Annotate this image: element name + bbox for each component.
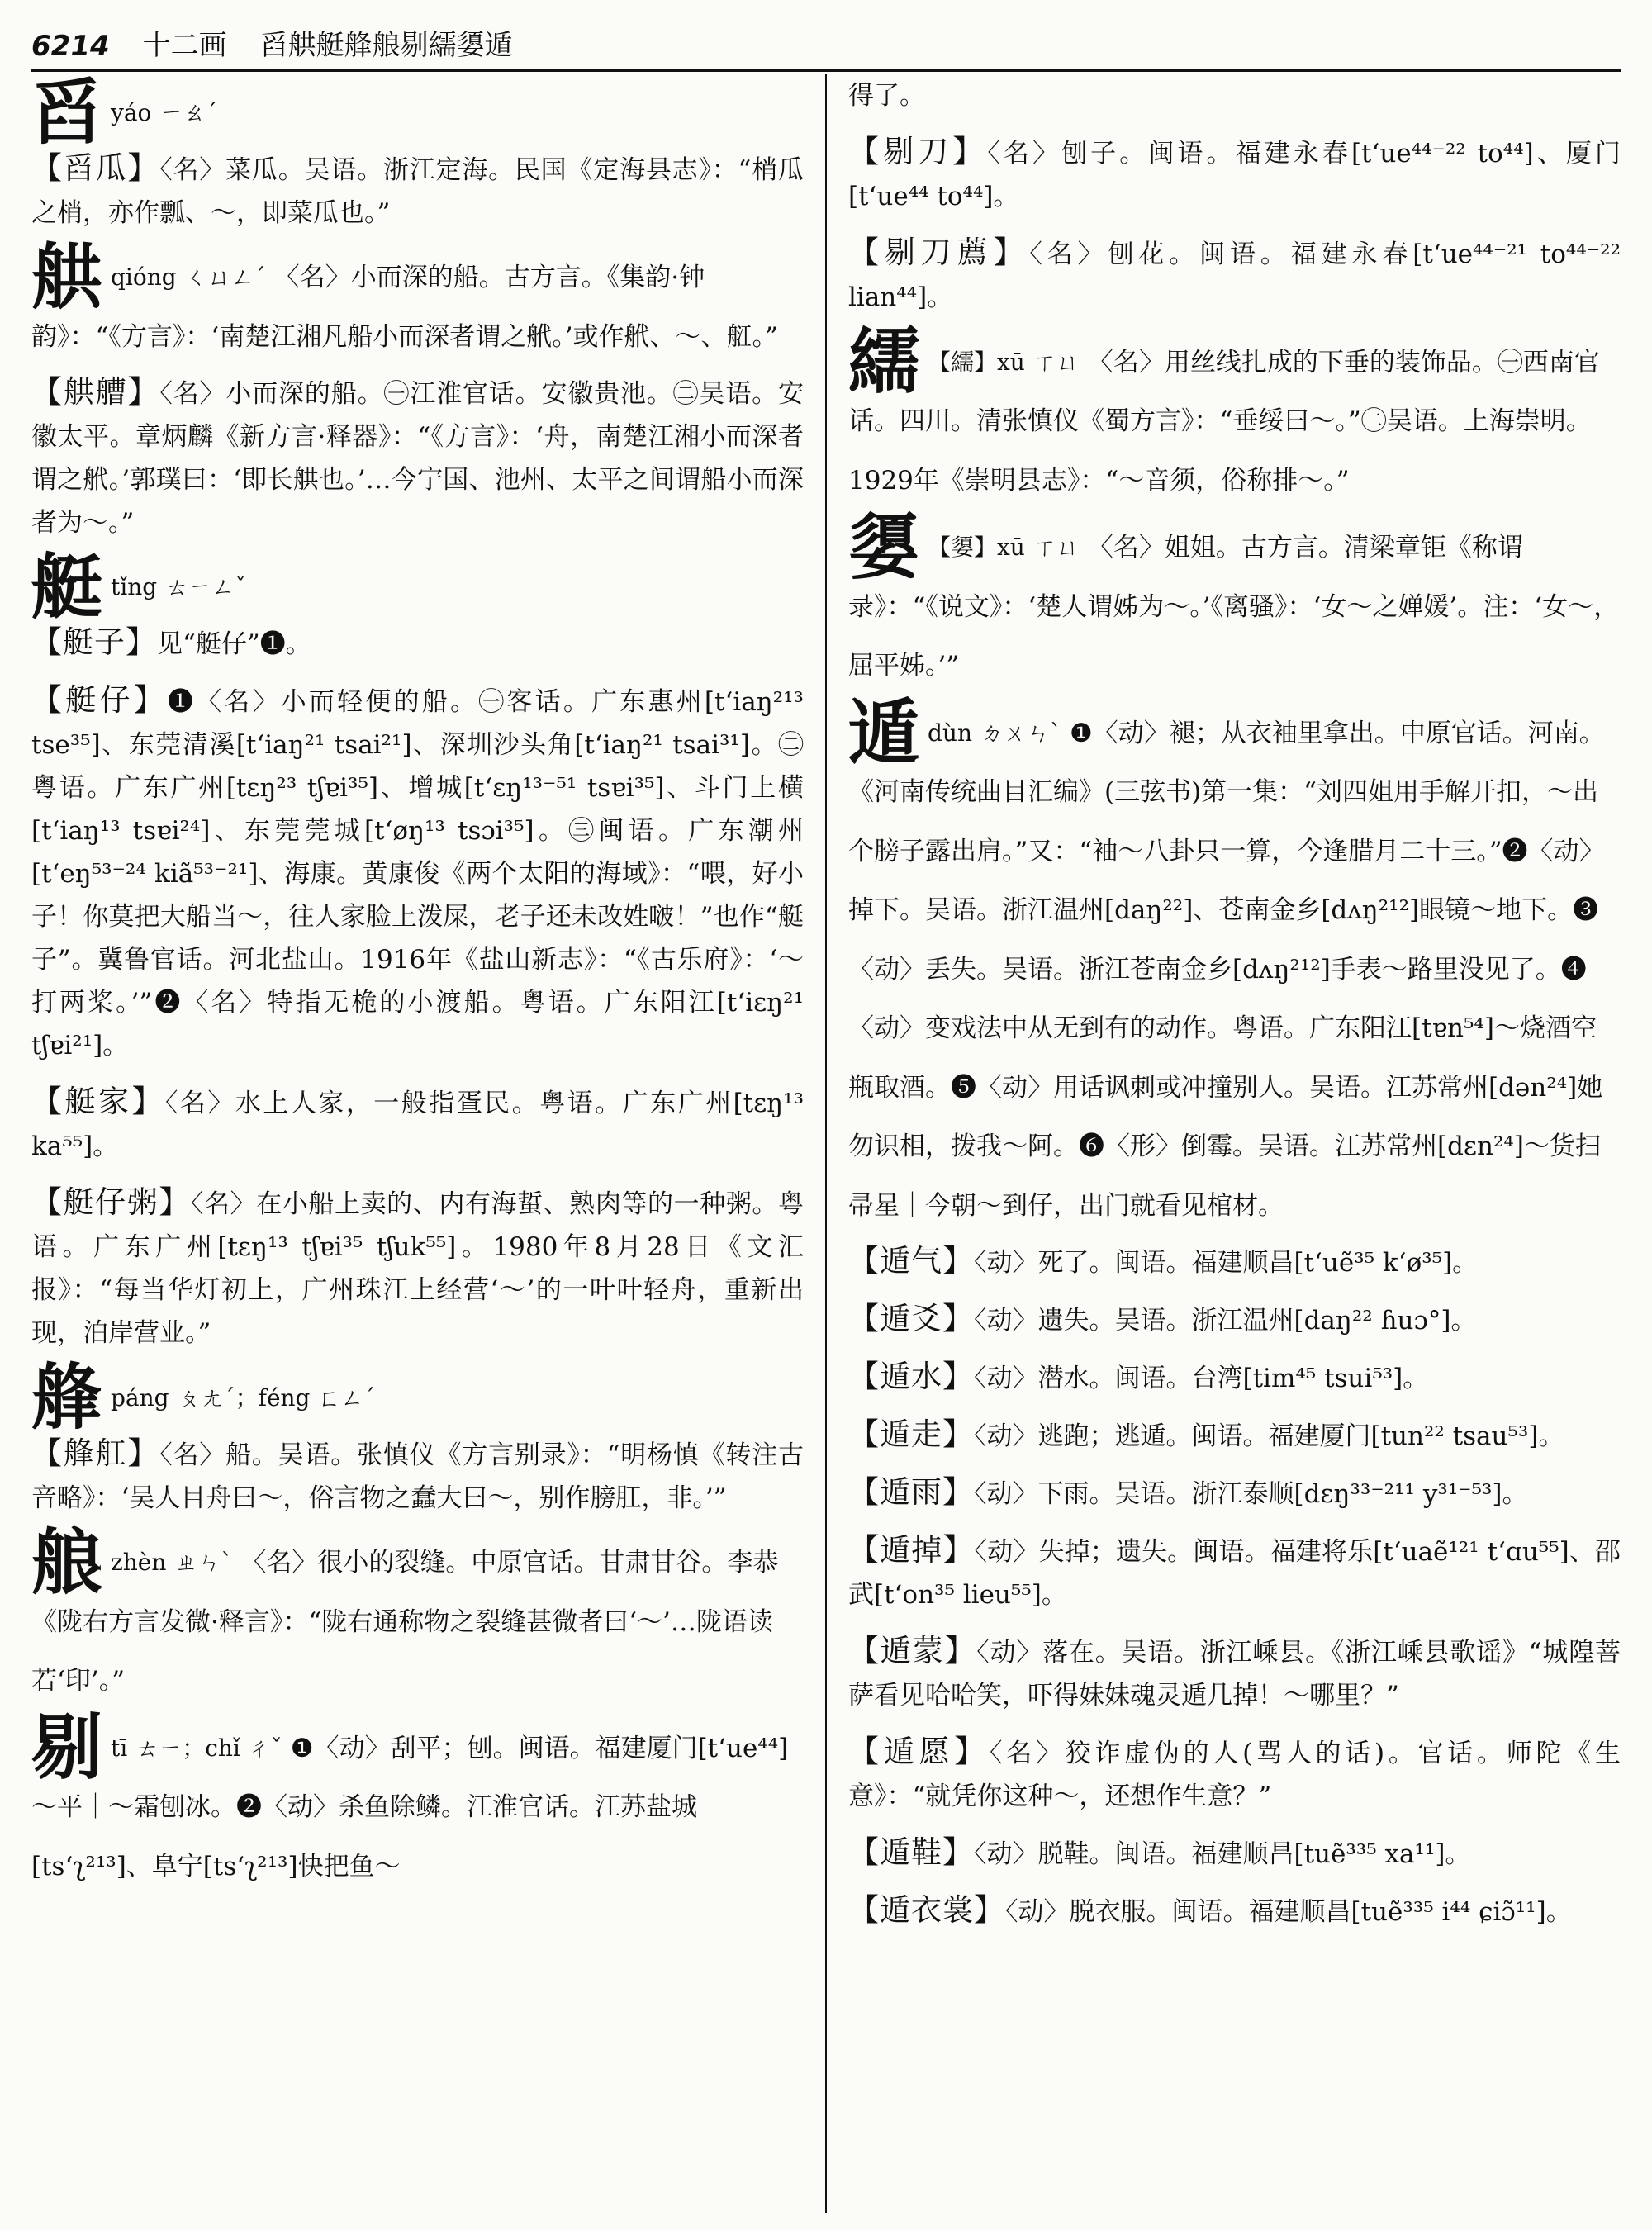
headword-char: 剔 [31, 1706, 102, 1790]
entry-text: 〈动〉脱鞋。闽语。福建顺昌[tuẽ³³⁵ xa¹¹]。 [974, 1839, 1471, 1869]
headword-bopomofo: ㄓㄣˋ [174, 1549, 233, 1576]
entry-text: 〈名〉水上人家，一般指疍民。粤语。广东广州[tɛŋ¹³ ka⁵⁵]。 [31, 1089, 804, 1161]
dictionary-entry [31, 147, 804, 235]
header-chars: 舀舼艇艂艆剔繻嬃遁 [259, 29, 513, 62]
dictionary-entry [848, 1413, 1621, 1458]
entry-term: 【艇家】 [31, 1084, 165, 1119]
dictionary-entry [848, 1630, 1621, 1717]
entry-term: 【遁愿】 [848, 1733, 990, 1769]
entry-term: 【遁水】 [848, 1358, 974, 1394]
headword-bopomofo: ㄉㄨㄣˋ [980, 719, 1062, 747]
entry-text: 〈动〉落在。吴语。浙江嵊县。《浙江嵊县歌谣》“城隍菩萨看见哈哈笑，吓得妹妹魂灵遁几掉！～哪里？” [848, 1637, 1621, 1710]
headword-definition: 〈名〉很小的裂缝。中原官话。甘肃甘谷。李恭《陇右方言发微·释言》：“陇右通称物之裂缝甚微者曰‘～’…陇语读若‘印’。” [31, 1548, 779, 1696]
entry-text: 〈名〉刨花。闽语。福建永春[t‘ue⁴⁴⁻²¹ to⁴⁴⁻²² lian⁴⁴]。 [848, 240, 1621, 312]
page-header [31, 17, 1621, 72]
entry-term: 【舀瓜】 [31, 149, 160, 186]
headword-block [848, 320, 1621, 510]
dictionary-entry [848, 1240, 1621, 1284]
headword-romanization: zhèn [111, 1549, 167, 1576]
headword-bopomofo: ㄆㄤˊ；féng ㄈㄥˊ [177, 1383, 376, 1412]
headword-char: 艇 [31, 545, 102, 629]
headword-char: 繻 [848, 320, 919, 404]
headword-romanization: 【繻】xū [928, 348, 1025, 376]
headword-bopomofo: ㄊㄧ；chǐ ㄔˇ [135, 1734, 282, 1762]
entry-text: 〈动〉失掉；遗失。闽语。福建将乐[t‘uaẽ¹²¹ t‘ɑu⁵⁵]、邵武[t‘on³⁵ lieu⁵⁵]。 [848, 1536, 1621, 1610]
columns [31, 74, 1621, 2213]
entry-text: 〈动〉逃跑；逃遁。闽语。福建厦门[tun²² tsau⁵³]。 [974, 1421, 1564, 1451]
headword-block [848, 505, 1621, 695]
headword-char: 舼 [31, 235, 102, 319]
entry-term: 【艇仔粥】 [31, 1184, 191, 1220]
dictionary-entry [31, 621, 804, 666]
headword-block [31, 235, 804, 366]
entry-text: 〈名〉小而深的船。㊀江淮官话。安徽贵池。㊁吴语。安徽太平。章炳麟《新方言·释器》：“《方言》：‘舟，南楚江湘小而深者谓之𦨮。’郭璞曰：‘即长舼也。’…今宁国、池州、太平之间谓船小而深者为～。” [31, 378, 804, 538]
entry-text: 〈动〉遗失。吴语。浙江温州[daŋ²² ɦuɔ°]。 [974, 1305, 1477, 1336]
entry-term: 【剔刀】 [848, 134, 988, 169]
entry-text: 〈动〉下雨。吴语。浙江泰顺[dɛŋ³³⁻²¹¹ y³¹⁻⁵³]。 [974, 1478, 1528, 1509]
entry-term: 【遁蒙】 [848, 1632, 977, 1668]
page-number: 6214 [31, 30, 110, 63]
entry-text: 见“艇仔”❶。 [157, 629, 311, 659]
entry-term: 【艂舡】 [31, 1435, 160, 1471]
headword-bopomofo: ㄧㄠˊ [159, 98, 218, 126]
dictionary-entry [31, 1432, 804, 1520]
dictionary-entry [848, 1831, 1621, 1876]
entry-term: 【遁鞋】 [848, 1834, 974, 1870]
entry-text: 〈名〉在小船上卖的、内有海蜇、熟肉等的一种粥。粤语。广东广州[tɛŋ¹³ tʃɐi³⁵ tʃuk⁵⁵]。1980年8月28日《文汇报》：“每当华灯初上，广州珠江上经营‘～’的一叶叶轻舟，重新出现，泊岸营业。” [31, 1189, 805, 1348]
headword-block [848, 690, 1621, 1235]
dictionary-entry [848, 130, 1621, 218]
entry-term: 【遁雨】 [848, 1473, 974, 1510]
headword-char: 艂 [31, 1355, 102, 1440]
dictionary-entry [31, 1080, 804, 1168]
entry-text: 〈名〉菜瓜。吴语。浙江定海。民国《定海县志》：“梢瓜之梢，亦作瓢、～，即菜瓜也。” [31, 154, 804, 228]
headword-bopomofo: ㄒㄩ [1032, 534, 1080, 561]
dictionary-entry [848, 231, 1621, 319]
headword-char: 艆 [31, 1521, 102, 1604]
entry-term: 【遁走】 [848, 1416, 974, 1452]
headword-romanization: páng [111, 1383, 169, 1412]
dictionary-entry [31, 371, 804, 544]
entry-term: 【舼艚】 [31, 373, 160, 410]
dictionary-entry [31, 1181, 804, 1355]
headword-romanization: 【嬃】xū [928, 534, 1025, 561]
headword-definition: 〈名〉姐姐。古方言。清梁章钜《称谓录》：“《说文》：‘楚人谓姊为～。’《离骚》：‘女～之婵媛’。注：‘女～，屈平姊。’” [848, 533, 1620, 681]
headword-block [31, 74, 804, 154]
entry-term: 【遁掉】 [848, 1531, 975, 1568]
headword-romanization: tǐng [111, 573, 158, 600]
entry-term: 【遁爻】 [848, 1300, 974, 1336]
headword-definition: ❶〈动〉刮平；刨。闽语。福建厦门[t‘ue⁴⁴]～平｜～霜刨冰。❷〈动〉杀鱼除鳞。江淮官话。江苏盐城[ts‘ʅ²¹³]、阜宁[ts‘ʅ²¹³]快把鱼～ [31, 1733, 789, 1881]
stroke-count: 十二画 [142, 29, 227, 62]
entry-term: 【遁气】 [848, 1242, 974, 1279]
headword-definition: ❶〈动〉褪；从衣袖里拿出。中原官话。河南。《河南传统曲目汇编》(三弦书)第一集：“刘四姐用手解开扣，～出个膀子露出肩。”又：“袖～八卦只一算，今逢腊月二十三。”❷〈动〉掉下。吴语。浙江温州[daŋ²²]、苍南金乡[dʌŋ²¹²]眼镜～地下。❸〈动〉丢失。吴语。浙江苍南金乡[dʌŋ²¹²]手表～路里没见了。❹〈动〉变戏法中从无到有的动作。粤语。广东阳江[tɐn⁵⁴]～烧酒空瓶取酒。❺〈动〉用话讽刺或冲撞别人。吴语。江苏常州[dən²⁴]她勿识相，拨我～阿。❻〈形〉倒霉。吴语。江苏常州[dɛn²⁴]～货扫帚星｜今朝～到仔，出门就看见棺材。 [848, 718, 1605, 1221]
headword-definition: 〈名〉小而深的船。古方言。《集韵·钟韵》：“《方言》：‘南楚江湘凡船小而深者谓之𦨮。’或作𦨮、～、䑭。” [31, 263, 778, 352]
headword-char: 舀 [31, 74, 102, 154]
continued-text: 得了。 [848, 81, 925, 111]
dictionary-entry [848, 1730, 1621, 1818]
entry-text: 〈动〉潜水。闽语。台湾[tim⁴⁵ tsui⁵³]。 [974, 1363, 1429, 1393]
headword-romanization: tī [111, 1734, 128, 1762]
entry-term: 【遁衣裳】 [848, 1891, 1005, 1928]
entry-text: 〈名〉船。吴语。张慎仪《方言别录》：“明杨慎《转注古音略》：‘吴人目舟曰～，俗言物之蠢大曰～，别作膀肛，非。’” [31, 1440, 804, 1513]
dictionary-entry [848, 1298, 1621, 1342]
headword-char: 嬃 [848, 505, 919, 589]
entry-text: ❶〈名〉小而轻便的船。㊀客话。广东惠州[t‘iaŋ²¹³ tse³⁵]、东莞清溪[t‘iaŋ²¹ tsai²¹]、深圳沙头角[t‘iaŋ²¹ tsai³¹]。㊁粤语。广东广州[tɛŋ²³ tʃɐi³⁵]、增城[t‘ɛŋ¹³⁻⁵¹ tsɐi³⁵]、斗门上横[t‘iaŋ¹³ tsɐi²⁴]、东莞莞城[t‘øŋ¹³ tsɔi³⁵]。㊂闽语。广东潮州[t‘eŋ⁵³⁻²⁴ kiã⁵³⁻²¹]、海康。黄康俊《两个太阳的海域》：“喂，好小子！你莫把大船当～，往人家脸上泼屎，老子还未改姓啵！”也作“艇子”。冀鲁官话。河北盐山。1916年《盐山新志》：“《古乐府》：‘～打两桨。’”❷〈名〉特指无桅的小渡船。粤语。广东阳江[t‘iɛŋ²¹ tʃɐi²¹]。 [31, 687, 804, 1060]
entry-text: 〈动〉死了。闽语。福建顺昌[t‘uẽ³⁵ k‘ø³⁵]。 [974, 1247, 1479, 1278]
headword-bopomofo: ㄊㄧㄥˇ [165, 573, 247, 600]
entry-text: 〈动〉脱衣服。闽语。福建顺昌[tuẽ³³⁵ i⁴⁴ ɕiɔ̃¹¹]。 [1005, 1896, 1572, 1927]
right-column [825, 74, 1621, 2213]
entry-term: 【艇子】 [31, 624, 157, 660]
dictionary-entry [848, 1889, 1621, 1933]
headword-romanization: qióng [111, 263, 177, 291]
headword-bopomofo: ㄑㄩㄥˊ [184, 263, 266, 291]
headword-block [31, 1521, 804, 1710]
dictionary-entry [848, 1529, 1621, 1616]
headword-char: 遁 [848, 690, 919, 775]
headword-block [31, 1706, 804, 1896]
headword-romanization: yáo [111, 98, 152, 126]
headword-definition: 〈名〉用丝线扎成的下垂的装饰品。㊀西南官话。四川。清张慎仪《蜀方言》：“垂绥曰～。”㊁吴语。上海崇明。1929年《崇明县志》：“～音须，俗称排～。” [848, 347, 1600, 496]
dictionary-entry [848, 1355, 1621, 1400]
entry-text: 〈名〉狡诈虚伪的人(骂人的话)。官话。师陀《生意》：“就凭你这种～，还想作生意？” [848, 1738, 1621, 1811]
entry-term: 【艇仔】 [31, 682, 168, 718]
entry-text: 〈名〉刨子。闽语。福建永春[t‘ue⁴⁴⁻²² to⁴⁴]、厦门[t‘ue⁴⁴ to⁴⁴]。 [848, 139, 1621, 211]
dictionary-entry [848, 1471, 1621, 1516]
headword-block [31, 545, 804, 629]
left-column [31, 74, 825, 2213]
headword-bopomofo: ㄒㄩ [1032, 348, 1080, 376]
dictionary-entry [31, 679, 804, 1067]
entry-term: 【剔刀薦】 [848, 235, 1030, 270]
headword-romanization: dùn [928, 719, 972, 747]
headword-block [31, 1355, 804, 1440]
